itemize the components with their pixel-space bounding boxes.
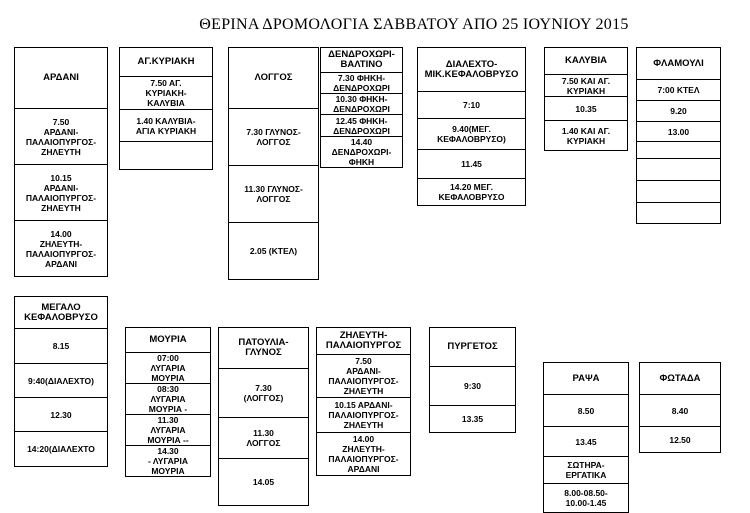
schedule-cell: 2.05 (ΚΤΕΛ) [229,223,319,280]
schedule-table-mouria [125,327,211,477]
schedule-cell: 10.15 ΑΡΔΑΝΙ- ΠΑΛΑΙΟΠΥΡΓΟΣ- ΖΗΛΕΥΤΗ [317,398,411,433]
schedule-cell: 07:00 ΛΥΓΑΡΙΑ ΜΟΥΡΙΑ [126,353,211,384]
schedule-cell: 1.40 ΚΑΛΥΒΙΑ- ΑΓΙΑ ΚΥΡΙΑΚΗ [120,110,213,142]
schedule-cell: 13.35 [430,406,516,433]
route-header: ΦΛΑΜΟΥΛΙ [637,48,721,80]
schedule-cell: 10.35 [545,97,628,121]
schedule-cell: 14.40 ΔΕΝΔΡΟΧΩΡΙ- ΦΗΚΗ [321,137,403,168]
schedule-table-dendroxori [320,47,403,168]
schedule-table-rapsa [543,362,629,513]
schedule-table-loggos [228,47,319,280]
schedule-cell [637,142,721,159]
schedule-table-fotada [639,362,721,453]
schedule-cell: 11.30 ΛΥΓΑΡΙΑ ΜΟΥΡΙΑ -- [126,415,211,446]
route-header: ΜΕΓΑΛΟ ΚΕΦΑΛΟΒΡΥΣΟ [15,297,108,329]
schedule-cell: 7:00 ΚΤΕΛ [637,80,721,101]
schedule-cell: 7.50 ΑΡΔΑΝΙ- ΠΑΛΑΙΟΠΥΡΓΟΣ- ΖΗΛΕΥΤΗ [15,109,108,165]
schedule-table-megalo [14,296,108,467]
schedule-cell: 8.40 [640,395,721,427]
schedule-cell: 13.45 [544,427,629,457]
schedule-cell: 14.00 ΖΗΛΕΥΤΗ- ΠΑΛΑΙΟΠΥΡΓΟΣ- ΑΡΔΑΝΙ [15,221,108,277]
schedule-table-flamouli [636,47,721,224]
route-header: ΑΡΔΑΝΙ [15,48,108,109]
schedule-table-agkyriaki [119,47,213,170]
schedule-cell: 12.45 ΦΗΚΗ- ΔΕΝΔΡΟΧΩΡΙ [321,115,403,137]
schedule-cell: ΣΩΤΗΡΑ- ΕΡΓΑΤΙΚΑ [544,457,629,484]
schedule-cell: 14.30 - ΛΥΓΑΡΙΑ ΜΟΥΡΙΑ [126,446,211,477]
schedule-table-ardani [14,47,108,277]
schedule-cell: 9:30 [430,367,516,406]
schedule-cell: 8.15 [15,329,108,364]
schedule-cell [637,159,721,181]
route-header: ΦΩΤΑΔΑ [640,363,721,395]
schedule-cell: 9.40(ΜΕΓ. ΚΕΦΑΛΟΒΡΥΣΟ) [418,119,526,150]
schedule-cell: 9:40(ΔΙΑΛΕΧΤΟ) [15,364,108,398]
schedule-cell: 1.40 ΚΑΙ ΑΓ. ΚΥΡΙΑΚΗ [545,121,628,151]
schedule-cell: 08:30 ΛΥΓΑΡΙΑ ΜΟΥΡΙΑ - [126,384,211,415]
schedule-cell: 7.50 ΑΡΔΑΝΙ- ΠΑΛΑΙΟΠΥΡΓΟΣ- ΖΗΛΕΥΤΗ [317,355,411,398]
schedule-cell: 14.00 ΖΗΛΕΥΤΗ- ΠΑΛΑΙΟΠΥΡΓΟΣ- ΑΡΔΑΝΙ [317,433,411,476]
schedule-cell: 7:10 [418,92,526,119]
route-header: ΛΟΓΓΟΣ [229,48,319,109]
schedule-cell: 7.30 ΦΗΚΗ- ΔΕΝΔΡΟΧΩΡΙ [321,73,403,94]
schedule-cell: 10.30 ΦΗΚΗ- ΔΕΝΔΡΟΧΩΡΙ [321,94,403,115]
schedule-cell: 14:20(ΔΙΑΛΕΧΤΟ [15,432,108,467]
schedule-cell: 7.50 ΑΓ. ΚΥΡΙΑΚΗ- ΚΑΛΥΒΙΑ [120,77,213,110]
route-header: ΔΙΑΛΕΧΤΟ- ΜΙΚ.ΚΕΦΑΛΟΒΡΥΣΟ [418,48,526,92]
schedule-cell: 10.15 ΑΡΔΑΝΙ- ΠΑΛΑΙΟΠΥΡΓΟΣ- ΖΗΛΕΥΤΗ [15,165,108,221]
route-header: ΡΑΨΑ [544,363,629,395]
schedule-cell: 11.30 ΓΛΥΝΟΣ- ΛΟΓΓΟΣ [229,166,319,223]
route-header: ΠΑΤΟΥΛΙΑ- ΓΛΥΝΟΣ [219,328,309,369]
route-header: ΚΑΛΥΒΙΑ [545,48,628,75]
route-header: ΖΗΛΕΥΤΗ- ΠΑΛΑΙΟΠΥΡΓΟΣ [317,328,411,355]
schedule-cell: 7.30 ΓΛΥΝΟΣ- ΛΟΓΓΟΣ [229,109,319,166]
schedule-cell: 11.45 [418,150,526,179]
schedule-cell: 7.50 ΚΑΙ ΑΓ. ΚΥΡΙΑΚΗ [545,75,628,97]
route-header: ΠΥΡΓΕΤΟΣ [430,328,516,367]
schedule-cell: 14.20 ΜΕΓ. ΚΕΦΑΛΟΒΡΥΣΟ [418,179,526,206]
schedule-cell: 9.20 [637,101,721,122]
schedule-cell: 8.00-08.50- 10.00-1.45 [544,484,629,513]
schedule-cell: 14.05 [219,459,309,506]
route-header: ΔΕΝΔΡΟΧΩΡΙ- ΒΑΛΤΙΝΟ [321,48,403,73]
route-header: ΑΓ.ΚΥΡΙΑΚΗ [120,48,213,77]
schedule-cell: 8.50 [544,395,629,427]
schedule-table-zileyti [316,327,411,476]
schedule-table-pyrgetos [429,327,516,433]
schedule-cell [637,181,721,203]
schedule-cell [637,203,721,224]
page-title: ΘΕΡΙΝΑ ΔΡΟΜΟΛΟΓΙΑ ΣΑΒΒΑΤΟΥ ΑΠΟ 25 ΙΟΥΝΙΟΥ 2015 [199,16,629,33]
schedule-cell: 11.30 ΛΟΓΓΟΣ [219,418,309,459]
schedule-cell: 12.30 [15,398,108,432]
schedule-cell: 13.00 [637,122,721,142]
schedule-table-patoulia [218,327,309,506]
schedule-cell: 12.50 [640,427,721,453]
route-header: ΜΟΥΡΙΑ [126,328,211,353]
schedule-table-dialekto [417,47,526,206]
schedule-cell: 7.30 (ΛΟΓΓΟΣ) [219,369,309,418]
schedule-cell [120,142,213,170]
schedule-table-kalyvia [544,47,628,151]
